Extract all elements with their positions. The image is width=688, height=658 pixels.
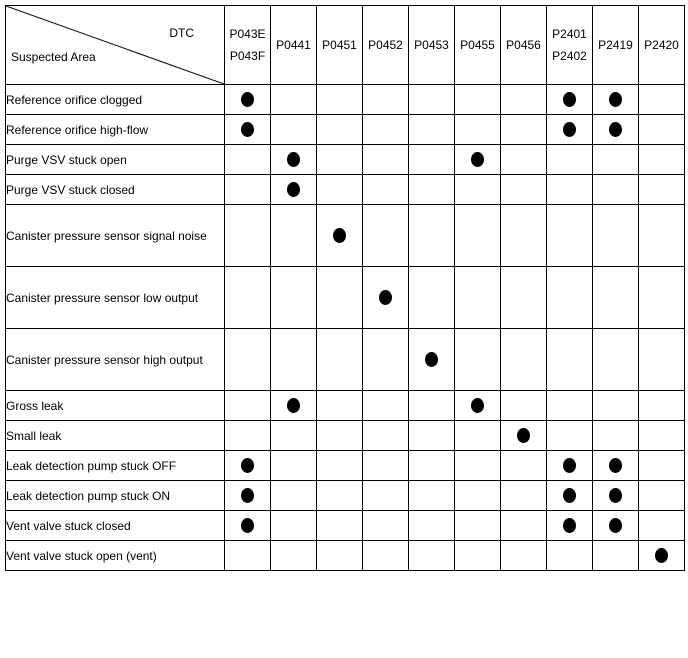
table-row	[6, 391, 685, 421]
bullet-mark-icon	[609, 518, 622, 533]
dtc-mark-cell	[501, 115, 547, 145]
dtc-mark-cell	[225, 511, 271, 541]
table-row	[6, 451, 685, 481]
dtc-column-header	[225, 6, 271, 85]
dtc-mark-cell	[271, 391, 317, 421]
dtc-mark-cell	[363, 175, 409, 205]
dtc-mark-cell	[593, 541, 639, 571]
suspected-area-header-label: Suspected Area	[11, 50, 96, 64]
dtc-mark-cell	[317, 85, 363, 115]
table-row	[6, 541, 685, 571]
dtc-mark-cell	[593, 115, 639, 145]
suspected-area-cell: Vent valve stuck open (vent)	[6, 541, 225, 571]
dtc-mark-cell	[593, 267, 639, 329]
suspected-area-cell: Purge VSV stuck closed	[6, 175, 225, 205]
dtc-mark-cell	[501, 391, 547, 421]
bullet-mark-icon	[287, 182, 300, 197]
dtc-mark-cell	[271, 481, 317, 511]
bullet-mark-icon	[563, 458, 576, 473]
dtc-mark-cell	[547, 511, 593, 541]
dtc-mark-cell	[225, 205, 271, 267]
dtc-mark-cell	[363, 85, 409, 115]
dtc-mark-cell	[547, 115, 593, 145]
dtc-column-header	[501, 6, 547, 85]
dtc-mark-cell	[547, 421, 593, 451]
suspected-area-cell: Leak detection pump stuck ON	[6, 481, 225, 511]
table-row	[6, 481, 685, 511]
dtc-mark-cell	[317, 205, 363, 267]
dtc-mark-cell	[639, 85, 685, 115]
dtc-mark-cell	[317, 541, 363, 571]
dtc-mark-cell	[271, 115, 317, 145]
dtc-mark-cell	[225, 451, 271, 481]
dtc-mark-cell	[501, 85, 547, 115]
dtc-mark-cell	[593, 205, 639, 267]
bullet-mark-icon	[287, 152, 300, 167]
dtc-mark-cell	[271, 205, 317, 267]
table-row	[6, 329, 685, 391]
suspected-area-cell: Gross leak	[6, 391, 225, 421]
dtc-mark-cell	[225, 85, 271, 115]
dtc-mark-cell	[225, 267, 271, 329]
dtc-mark-cell	[363, 481, 409, 511]
dtc-suspected-area-table	[5, 5, 685, 571]
dtc-mark-cell	[363, 329, 409, 391]
bullet-mark-icon	[609, 92, 622, 107]
dtc-mark-cell	[225, 329, 271, 391]
suspected-area-cell: Vent valve stuck closed	[6, 511, 225, 541]
dtc-code: P2401	[552, 27, 587, 41]
dtc-mark-cell	[225, 541, 271, 571]
dtc-mark-cell	[317, 329, 363, 391]
dtc-column-header	[409, 6, 455, 85]
dtc-mark-cell	[317, 267, 363, 329]
dtc-mark-cell	[639, 329, 685, 391]
dtc-mark-cell	[225, 481, 271, 511]
dtc-mark-cell	[547, 329, 593, 391]
diagonal-divider	[6, 6, 224, 84]
dtc-mark-cell	[409, 541, 455, 571]
dtc-mark-cell	[317, 145, 363, 175]
dtc-mark-cell	[271, 421, 317, 451]
dtc-mark-cell	[593, 481, 639, 511]
table-row	[6, 205, 685, 267]
bullet-mark-icon	[655, 548, 668, 563]
dtc-column-header	[317, 6, 363, 85]
dtc-mark-cell	[639, 541, 685, 571]
dtc-mark-cell	[363, 421, 409, 451]
dtc-mark-cell	[455, 451, 501, 481]
dtc-mark-cell	[363, 145, 409, 175]
dtc-mark-cell	[501, 329, 547, 391]
dtc-mark-cell	[455, 145, 501, 175]
dtc-mark-cell	[639, 451, 685, 481]
bullet-mark-icon	[563, 122, 576, 137]
dtc-mark-cell	[409, 421, 455, 451]
dtc-mark-cell	[639, 205, 685, 267]
suspected-area-cell: Reference orifice high-flow	[6, 115, 225, 145]
dtc-mark-cell	[271, 541, 317, 571]
dtc-mark-cell	[455, 391, 501, 421]
dtc-mark-cell	[271, 175, 317, 205]
bullet-mark-icon	[333, 228, 346, 243]
dtc-mark-cell	[501, 481, 547, 511]
table-row	[6, 511, 685, 541]
suspected-area-cell: Purge VSV stuck open	[6, 145, 225, 175]
dtc-code: P043F	[229, 49, 266, 63]
dtc-mark-cell	[225, 145, 271, 175]
dtc-mark-cell	[593, 451, 639, 481]
bullet-mark-icon	[425, 352, 438, 367]
dtc-mark-cell	[363, 451, 409, 481]
dtc-mark-cell	[455, 541, 501, 571]
bullet-mark-icon	[241, 122, 254, 137]
suspected-area-cell: Canister pressure sensor low output	[6, 267, 225, 329]
dtc-mark-cell	[639, 511, 685, 541]
table-row	[6, 145, 685, 175]
dtc-mark-cell	[547, 541, 593, 571]
dtc-mark-cell	[363, 205, 409, 267]
dtc-mark-cell	[501, 145, 547, 175]
dtc-mark-cell	[271, 329, 317, 391]
dtc-mark-cell	[225, 421, 271, 451]
dtc-mark-cell	[639, 145, 685, 175]
dtc-mark-cell	[455, 421, 501, 451]
dtc-mark-cell	[639, 391, 685, 421]
dtc-mark-cell	[455, 511, 501, 541]
suspected-area-cell: Reference orifice clogged	[6, 85, 225, 115]
dtc-code: P0451	[322, 38, 357, 52]
dtc-mark-cell	[317, 175, 363, 205]
dtc-mark-cell	[639, 267, 685, 329]
dtc-mark-cell	[317, 391, 363, 421]
dtc-mark-cell	[271, 85, 317, 115]
dtc-mark-cell	[363, 267, 409, 329]
dtc-mark-cell	[409, 145, 455, 175]
dtc-column-header	[593, 6, 639, 85]
dtc-mark-cell	[593, 175, 639, 205]
dtc-mark-cell	[593, 511, 639, 541]
bullet-mark-icon	[563, 488, 576, 503]
suspected-area-cell: Canister pressure sensor high output	[6, 329, 225, 391]
table-row	[6, 175, 685, 205]
dtc-mark-cell	[593, 421, 639, 451]
dtc-mark-cell	[547, 267, 593, 329]
dtc-mark-cell	[409, 511, 455, 541]
dtc-mark-cell	[409, 391, 455, 421]
bullet-mark-icon	[471, 398, 484, 413]
dtc-mark-cell	[593, 391, 639, 421]
header-corner-cell	[6, 6, 225, 85]
dtc-code: P2402	[552, 49, 587, 63]
suspected-area-cell: Canister pressure sensor signal noise	[6, 205, 225, 267]
bullet-mark-icon	[609, 458, 622, 473]
dtc-mark-cell	[409, 205, 455, 267]
dtc-mark-cell	[317, 421, 363, 451]
dtc-mark-cell	[225, 115, 271, 145]
dtc-mark-cell	[593, 329, 639, 391]
table-row	[6, 267, 685, 329]
table-row	[6, 421, 685, 451]
dtc-mark-cell	[639, 115, 685, 145]
dtc-mark-cell	[547, 391, 593, 421]
table-row	[6, 85, 685, 115]
dtc-mark-cell	[547, 205, 593, 267]
dtc-mark-cell	[455, 115, 501, 145]
dtc-mark-cell	[225, 175, 271, 205]
dtc-mark-cell	[317, 511, 363, 541]
bullet-mark-icon	[241, 458, 254, 473]
dtc-mark-cell	[363, 115, 409, 145]
bullet-mark-icon	[241, 488, 254, 503]
dtc-mark-cell	[409, 451, 455, 481]
dtc-mark-cell	[409, 115, 455, 145]
dtc-mark-cell	[639, 481, 685, 511]
dtc-mark-cell	[455, 85, 501, 115]
dtc-mark-cell	[501, 541, 547, 571]
dtc-column-header	[363, 6, 409, 85]
dtc-mark-cell	[501, 267, 547, 329]
dtc-mark-cell	[639, 421, 685, 451]
dtc-mark-cell	[547, 175, 593, 205]
dtc-mark-cell	[547, 85, 593, 115]
bullet-mark-icon	[241, 92, 254, 107]
dtc-code: P0456	[506, 38, 541, 52]
dtc-mark-cell	[639, 175, 685, 205]
dtc-mark-cell	[501, 451, 547, 481]
dtc-code: P0441	[276, 38, 311, 52]
dtc-code: P2419	[598, 38, 633, 52]
dtc-mark-cell	[501, 511, 547, 541]
table-row	[6, 115, 685, 145]
bullet-mark-icon	[563, 518, 576, 533]
dtc-mark-cell	[271, 145, 317, 175]
bullet-mark-icon	[517, 428, 530, 443]
dtc-mark-cell	[455, 175, 501, 205]
dtc-code: P0453	[414, 38, 449, 52]
dtc-mark-cell	[409, 329, 455, 391]
dtc-mark-cell	[271, 451, 317, 481]
dtc-mark-cell	[547, 451, 593, 481]
dtc-mark-cell	[501, 175, 547, 205]
dtc-column-header	[547, 6, 593, 85]
dtc-code: P2420	[644, 38, 679, 52]
dtc-column-header	[271, 6, 317, 85]
bullet-mark-icon	[609, 488, 622, 503]
bullet-mark-icon	[241, 518, 254, 533]
suspected-area-cell: Small leak	[6, 421, 225, 451]
dtc-mark-cell	[409, 175, 455, 205]
dtc-mark-cell	[455, 329, 501, 391]
dtc-mark-cell	[271, 511, 317, 541]
bullet-mark-icon	[609, 122, 622, 137]
header-row	[6, 6, 685, 85]
dtc-header-label: DTC	[169, 26, 194, 40]
dtc-mark-cell	[547, 145, 593, 175]
dtc-code: P0455	[460, 38, 495, 52]
dtc-mark-cell	[317, 115, 363, 145]
dtc-mark-cell	[547, 481, 593, 511]
dtc-mark-cell	[363, 391, 409, 421]
bullet-mark-icon	[379, 290, 392, 305]
dtc-mark-cell	[317, 451, 363, 481]
dtc-mark-cell	[501, 421, 547, 451]
dtc-mark-cell	[593, 145, 639, 175]
dtc-column-header	[455, 6, 501, 85]
dtc-mark-cell	[593, 85, 639, 115]
dtc-mark-cell	[363, 511, 409, 541]
dtc-mark-cell	[409, 267, 455, 329]
dtc-mark-cell	[225, 391, 271, 421]
dtc-column-header	[639, 6, 685, 85]
dtc-mark-cell	[363, 541, 409, 571]
dtc-mark-cell	[271, 267, 317, 329]
dtc-code: P043E	[229, 27, 266, 41]
bullet-mark-icon	[471, 152, 484, 167]
dtc-mark-cell	[409, 85, 455, 115]
dtc-mark-cell	[501, 205, 547, 267]
suspected-area-cell: Leak detection pump stuck OFF	[6, 451, 225, 481]
dtc-mark-cell	[409, 481, 455, 511]
dtc-mark-cell	[317, 481, 363, 511]
table-body	[6, 85, 685, 571]
dtc-code: P0452	[368, 38, 403, 52]
dtc-mark-cell	[455, 205, 501, 267]
bullet-mark-icon	[563, 92, 576, 107]
dtc-mark-cell	[455, 267, 501, 329]
dtc-mark-cell	[455, 481, 501, 511]
bullet-mark-icon	[287, 398, 300, 413]
